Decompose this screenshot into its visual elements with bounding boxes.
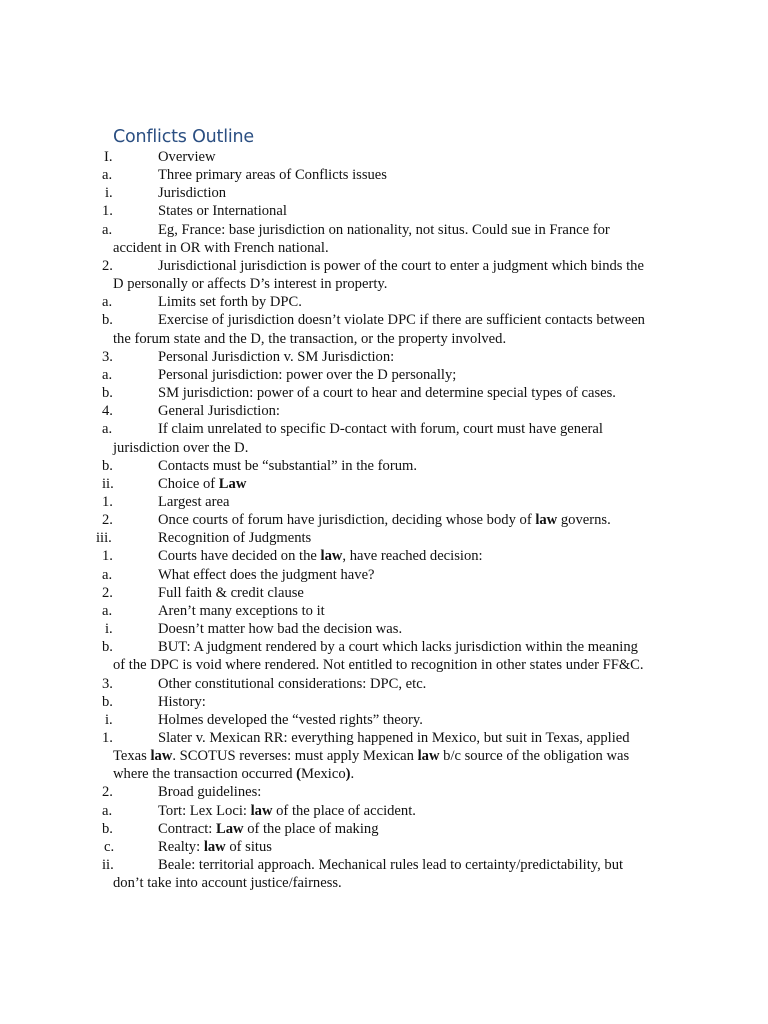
outline-marker: i.: [105, 185, 113, 202]
outline-text: What effect does the judgment have?: [158, 566, 375, 583]
text-run: Slater v. Mexican RR: everything happened in Mexico, but suit in Texas, applied Texas: [113, 730, 630, 765]
outline-marker: ii.: [102, 857, 114, 874]
outline-item: [0, 202, 768, 220]
outline-marker: a.: [102, 421, 113, 438]
outline-item: [0, 838, 768, 856]
outline-item: [0, 493, 768, 511]
outline-marker: i.: [105, 621, 113, 638]
outline-marker: a.: [102, 802, 113, 819]
outline-marker: 2.: [102, 512, 113, 529]
outline-item: [0, 729, 768, 783]
outline-text: SM jurisdiction: power of a court to hear and determine special types of cases.: [158, 385, 616, 402]
text-run: .: [350, 766, 355, 783]
outline-marker: 3.: [102, 348, 113, 365]
text-run: Courts have decided on the: [158, 548, 321, 565]
outline-text: Largest area: [158, 493, 230, 510]
outline-marker: 2.: [102, 784, 113, 801]
outline-item: [0, 820, 768, 838]
outline-text: Limits set forth by DPC.: [158, 294, 302, 311]
outline-text: Overview: [158, 149, 216, 165]
outline-item: [0, 221, 768, 257]
bold-text-run: law: [417, 748, 440, 765]
outline-item: [0, 711, 768, 729]
outline-marker: 3.: [102, 675, 113, 692]
text-run: Contract:: [158, 820, 216, 837]
text-run: Tort: Lex Loci:: [158, 802, 251, 819]
outline-text: [0, 475, 649, 493]
outline-item: [0, 584, 768, 602]
outline-text: Aren’t many exceptions to it: [158, 602, 325, 619]
outline-marker: ii.: [102, 475, 114, 492]
outline-marker: a.: [102, 566, 113, 583]
outline-marker: 1.: [102, 548, 113, 565]
outline-item: [0, 348, 768, 366]
bold-text-run: law: [150, 748, 173, 765]
bold-text-run: law: [320, 548, 343, 565]
outline-text: If claim unrelated to specific D-contact with forum, court must have general jurisdiction over the D.: [113, 421, 603, 456]
outline-marker: iii.: [96, 530, 112, 547]
outline-text: [0, 729, 649, 783]
document-title: Conflicts Outline: [113, 127, 254, 147]
outline-text: Personal jurisdiction: power over the D personally;: [158, 366, 457, 383]
outline-text: [0, 838, 649, 856]
text-run: b/c source of the obligation was where the transaction occurred: [113, 748, 630, 783]
outline-item: [0, 547, 768, 565]
text-run: of the place of making: [243, 820, 379, 837]
outline-text: States or International: [158, 203, 287, 220]
outline-text: Jurisdiction: [158, 185, 227, 202]
outline-text: General Jurisdiction:: [158, 403, 280, 420]
bold-text-run: (: [296, 766, 302, 783]
outline-text: Personal Jurisdiction v. SM Jurisdiction:: [158, 348, 395, 365]
outline-marker: b.: [102, 312, 113, 329]
outline-item: [0, 602, 768, 620]
outline-item: [0, 529, 768, 547]
outline-marker: I.: [104, 149, 113, 165]
outline-list: [0, 148, 768, 892]
bold-text-run: Law: [215, 820, 244, 837]
outline-marker: 1.: [102, 730, 113, 746]
outline-item: [0, 166, 768, 184]
outline-text: Full faith & credit clause: [158, 584, 304, 601]
outline-text: Eg, France: base jurisdiction on nationality, not situs. Could sue in France for accident in OR with French national.: [113, 221, 610, 256]
outline-item: [0, 184, 768, 202]
text-run: Realty:: [158, 838, 204, 855]
outline-item: [0, 293, 768, 311]
outline-item: [0, 366, 768, 384]
outline-text: [0, 547, 649, 565]
outline-marker: a.: [102, 167, 113, 184]
outline-marker: a.: [102, 366, 113, 383]
outline-text: Other constitutional considerations: DPC, etc.: [158, 675, 427, 692]
text-run: . SCOTUS reverses: must apply Mexican: [172, 748, 418, 765]
text-run: , have reached decision:: [342, 548, 483, 565]
bold-text-run: law: [535, 512, 558, 529]
outline-text: Beale: territorial approach. Mechanical rules lead to certainty/predictability, but don’t take into account justice/fairness.: [113, 857, 624, 892]
outline-item: [0, 783, 768, 801]
outline-item: [0, 856, 768, 892]
text-run: Once courts of forum have jurisdiction, deciding whose body of: [158, 512, 536, 529]
outline-marker: b.: [102, 820, 113, 837]
text-run: governs.: [557, 512, 611, 529]
outline-marker: b.: [102, 639, 113, 656]
outline-item: [0, 511, 768, 529]
outline-item: [0, 420, 768, 456]
outline-text: Broad guidelines:: [158, 784, 262, 801]
outline-item: [0, 693, 768, 711]
bold-text-run: Law: [218, 475, 247, 492]
outline-marker: 4.: [102, 403, 113, 420]
text-run: Choice of: [158, 475, 219, 492]
outline-item: [0, 475, 768, 493]
text-run: of situs: [225, 838, 272, 855]
outline-item: [0, 148, 768, 166]
outline-text: [0, 820, 649, 838]
outline-item: [0, 457, 768, 475]
bold-text-run: law: [250, 802, 273, 819]
outline-text: [0, 511, 649, 529]
outline-text: [0, 802, 649, 820]
outline-text: Three primary areas of Conflicts issues: [158, 167, 387, 184]
text-run: of the place of accident.: [272, 802, 416, 819]
outline-text: Exercise of jurisdiction doesn’t violate DPC if there are sufficient contacts between the forum state and the D, the transaction, or the property involved.: [113, 312, 645, 347]
outline-text: Recognition of Judgments: [158, 530, 312, 547]
outline-marker: 2.: [102, 257, 113, 274]
outline-item: [0, 802, 768, 820]
outline-marker: b.: [102, 385, 113, 402]
outline-marker: c.: [104, 838, 115, 855]
outline-item: [0, 675, 768, 693]
outline-marker: 2.: [102, 584, 113, 601]
outline-item: [0, 566, 768, 584]
outline-marker: a.: [102, 221, 113, 238]
outline-text: History:: [158, 693, 206, 710]
outline-text: Holmes developed the “vested rights” theory.: [158, 711, 423, 728]
outline-item: [0, 384, 768, 402]
outline-marker: b.: [102, 693, 113, 710]
outline-marker: 1.: [102, 203, 113, 220]
outline-text: Doesn’t matter how bad the decision was.: [158, 621, 403, 638]
outline-marker: i.: [105, 711, 113, 728]
outline-marker: a.: [102, 602, 113, 619]
outline-marker: 1.: [102, 493, 113, 510]
outline-item: [0, 620, 768, 638]
outline-text: Jurisdictional jurisdiction is power of the court to enter a judgment which binds the D personally or affects D’s interest in property.: [113, 257, 644, 293]
text-run: Mexico: [301, 766, 346, 783]
outline-text: BUT: A judgment rendered by a court which lacks jurisdiction within the meaning of the DPC is void where rendered. Not entitled to recognition in other states under FF&C.: [113, 639, 644, 674]
outline-item: [0, 638, 768, 674]
outline-item: [0, 311, 768, 347]
outline-marker: b.: [102, 457, 113, 474]
bold-text-run: ): [345, 766, 351, 783]
outline-marker: a.: [102, 294, 113, 311]
bold-text-run: law: [203, 838, 226, 855]
outline-item: [0, 402, 768, 420]
outline-text: Contacts must be “substantial” in the forum.: [158, 457, 417, 474]
outline-item: [0, 257, 768, 293]
